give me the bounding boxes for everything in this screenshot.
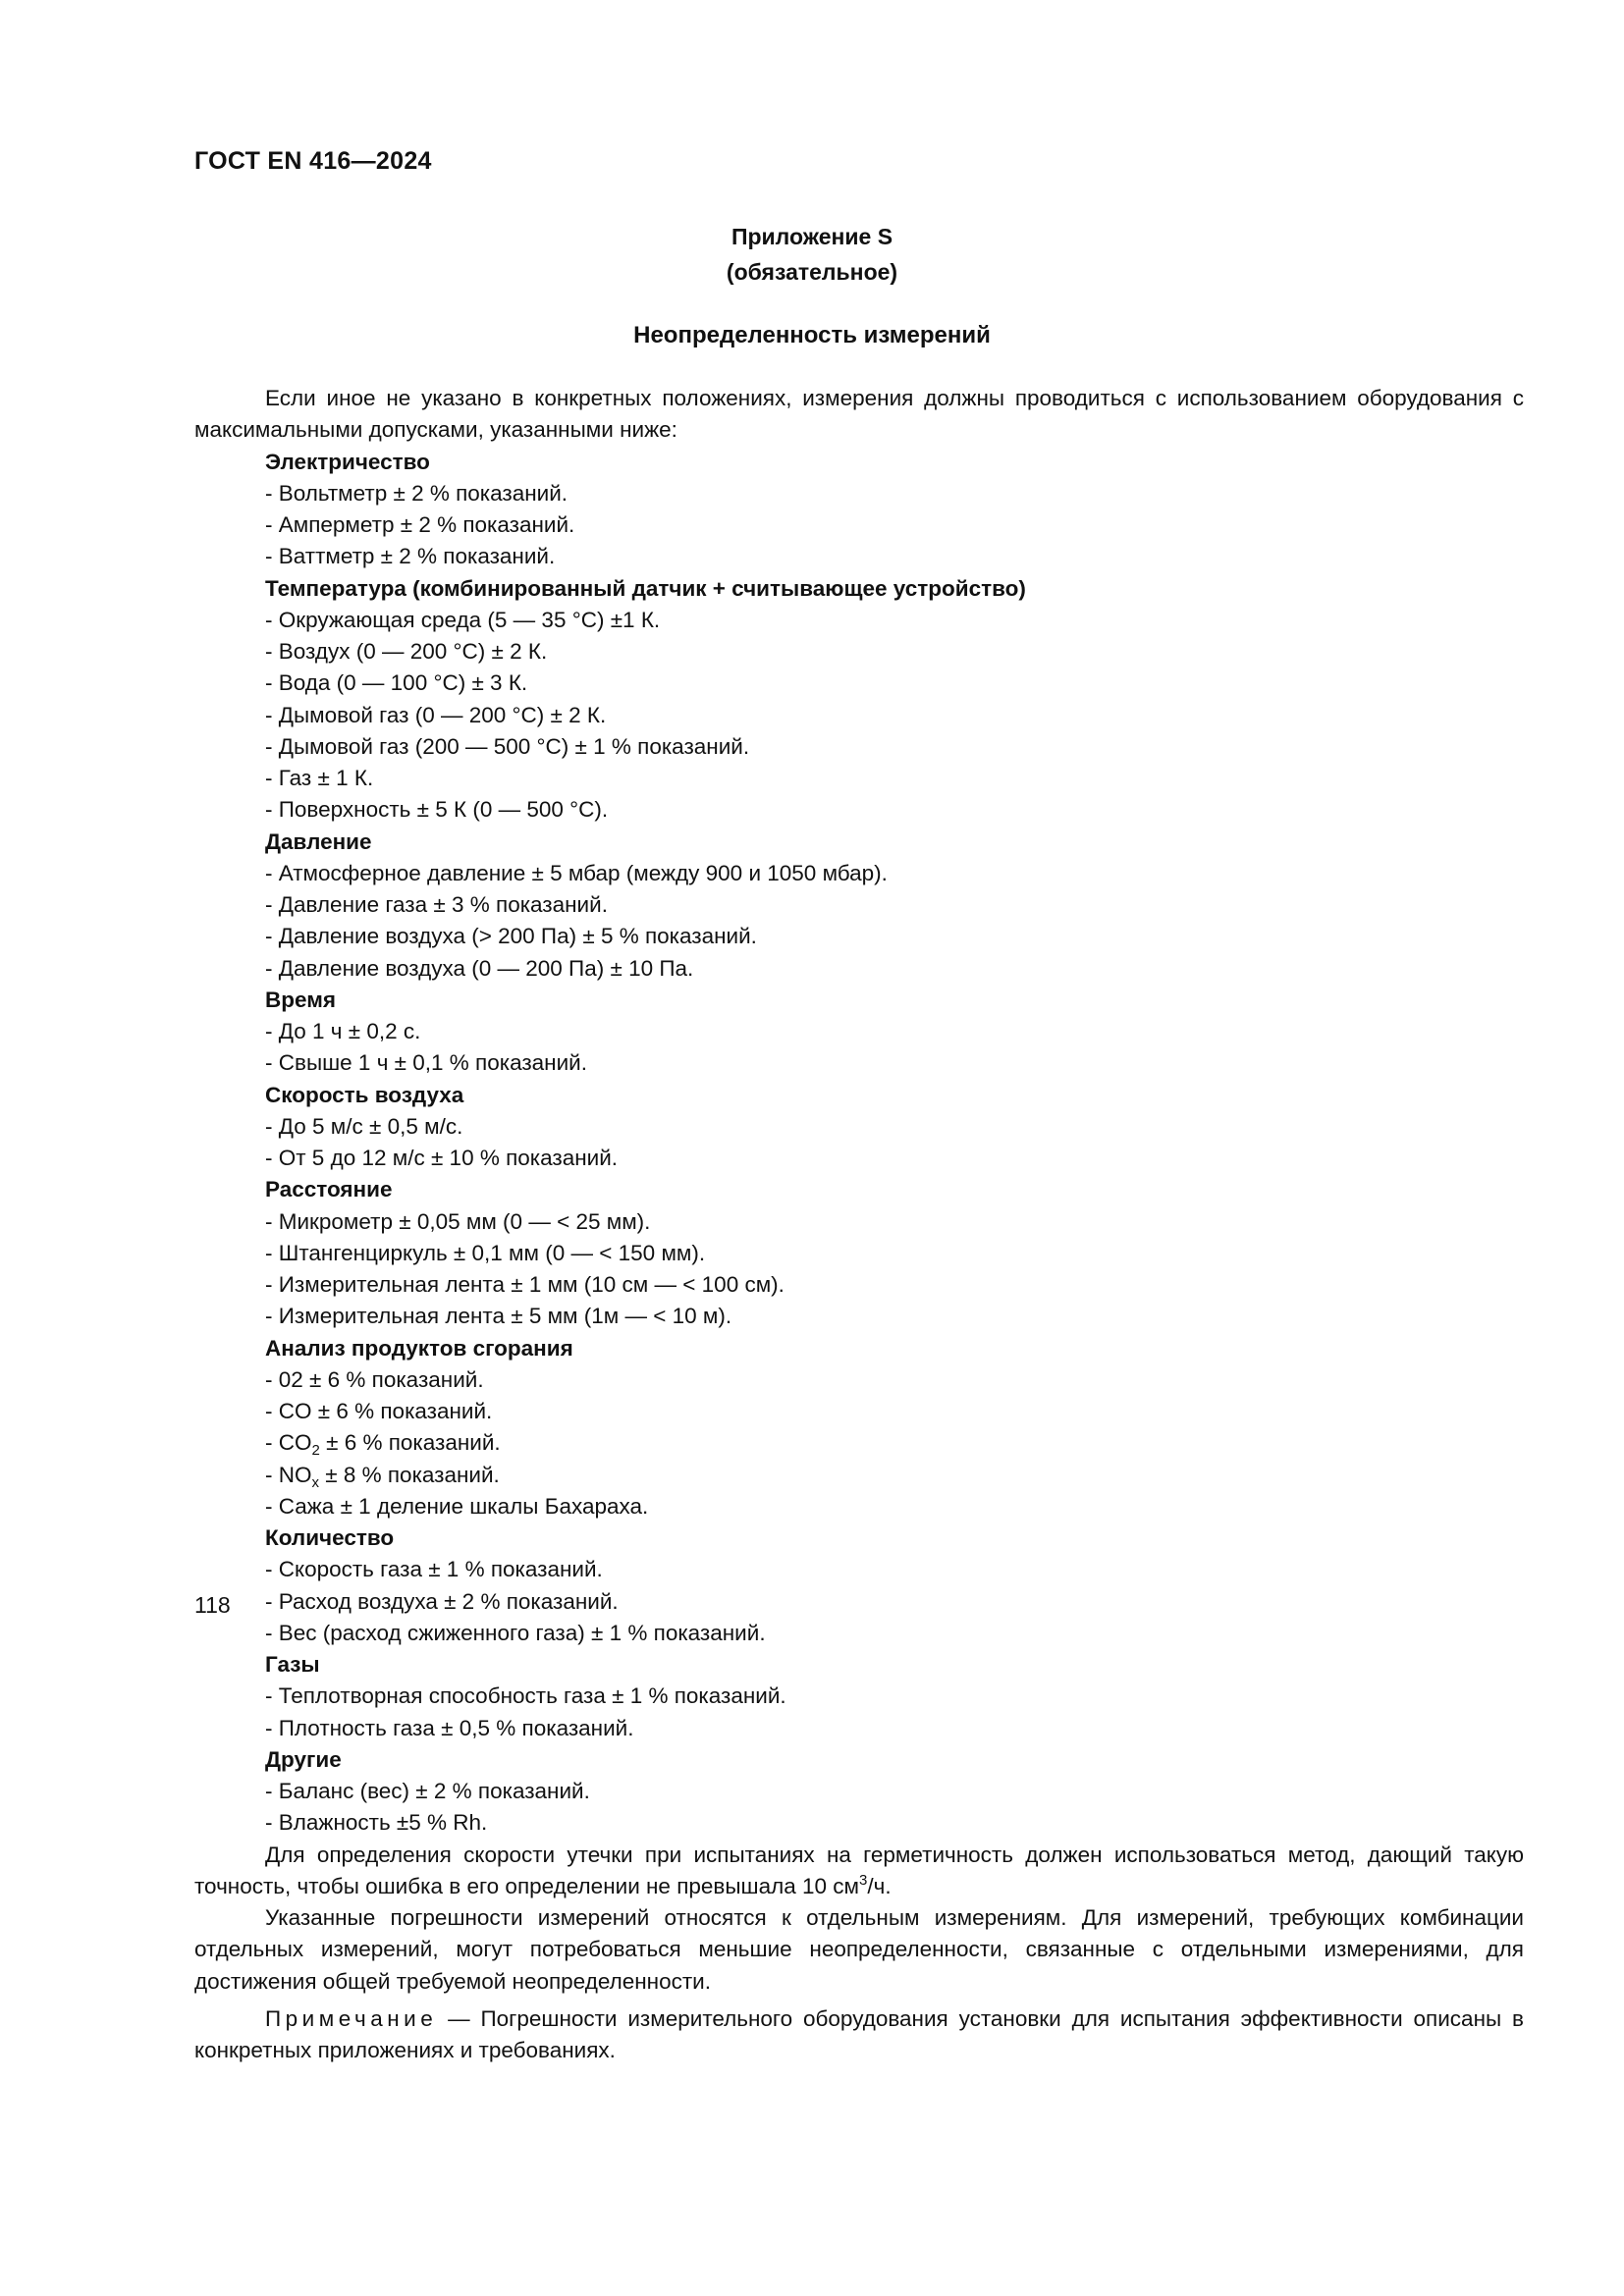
list-item: - Свыше 1 ч ± 0,1 % показаний.: [265, 1050, 587, 1076]
category-title: Электричество: [265, 449, 430, 474]
combination-paragraph: Указанные погрешности измерений относятся к отдельным измерениям. Для измерений, требующих комбинации отдельных измерений, могут потребоваться меньшие неопределенности, связанные с отдельными измерениями, для достижения общей требуемой неопределенности.: [194, 1905, 1524, 1994]
unit-tail: /ч.: [867, 1873, 892, 1898]
category-title: Анализ продуктов сгорания: [265, 1335, 573, 1361]
list-item: - До 1 ч ± 0,2 с.: [265, 1019, 421, 1043]
note-label: Примечание: [265, 2005, 438, 2031]
list-item: - Баланс (вес) ± 2 % показаний.: [265, 1779, 590, 1803]
standard-designation: ГОСТ EN 416—2024: [194, 147, 432, 175]
list-item: - Влажность ±5 % Rh.: [265, 1810, 488, 1836]
category-title: Другие: [265, 1746, 342, 1772]
list-item: - Скорость газа ± 1 % показаний.: [265, 1557, 603, 1582]
category-title: Давление: [265, 828, 372, 854]
list-item: - Давление воздуха (0 — 200 Па) ± 10 Па.: [265, 955, 694, 981]
list-item: - Окружающая среда (5 — 35 °C) ±1 К.: [265, 607, 661, 632]
list-item: - Вода (0 — 100 °C) ± 3 К.: [265, 670, 528, 696]
list-item: - От 5 до 12 м/с ± 10 % показаний.: [265, 1146, 619, 1170]
list-item: - Расход воздуха ± 2 % показаний.: [265, 1588, 619, 1614]
category-title: Температура (комбинированный датчик + считывающее устройство): [265, 575, 1026, 601]
item-text: ± 8 % показаний.: [319, 1462, 500, 1487]
leak-paragraph: [194, 1840, 1524, 1903]
list-item: - Измерительная лента ± 1 мм (10 см — < 100 см).: [265, 1272, 785, 1297]
list-item: - Измерительная лента ± 5 мм (1м — < 10 м).: [265, 1304, 732, 1329]
list-item: - Сажа ± 1 деление шкалы Бахараха.: [265, 1493, 649, 1519]
list-item: - Дымовой газ (200 — 500 °C) ± 1 % показаний.: [265, 733, 750, 759]
category-title: Время: [265, 987, 336, 1012]
item-subscript: x: [311, 1473, 319, 1491]
list-item: - Дымовой газ (0 — 200 °C) ± 2 К.: [265, 702, 607, 727]
list-item: - Газ ± 1 К.: [265, 766, 374, 790]
list-item: - Вес (расход сжиженного газа) ± 1 % показаний.: [265, 1620, 766, 1645]
item-text: - CO: [265, 1430, 312, 1456]
list-item: - Вольтметр ± 2 % показаний.: [265, 480, 568, 506]
item-text: ± 6 % показаний.: [319, 1430, 501, 1456]
category-title: Скорость воздуха: [265, 1082, 464, 1107]
list-item: [265, 1460, 1524, 1491]
list-item: - CO ± 6 % показаний.: [265, 1399, 493, 1423]
annex-kind: (обязательное): [726, 259, 898, 285]
unit-superscript: 3: [859, 1871, 868, 1889]
item-subscript: 2: [311, 1442, 320, 1460]
list-item: - Микрометр ± 0,05 мм (0 — < 25 мм).: [265, 1208, 651, 1234]
annex-heading: Неопределенность измерений: [633, 322, 991, 348]
category-title: Количество: [265, 1525, 395, 1550]
item-text: - NO: [265, 1462, 312, 1487]
list-item: - Штангенциркуль ± 0,1 мм (0 — < 150 мм).: [265, 1240, 706, 1265]
list-item: - Воздух (0 — 200 °C) ± 2 К.: [265, 639, 548, 664]
list-item: - До 5 м/с ± 0,5 м/с.: [265, 1113, 463, 1139]
list-item: - Теплотворная способность газа ± 1 % показаний.: [265, 1683, 786, 1709]
list-item: - Плотность газа ± 0,5 % показаний.: [265, 1715, 634, 1740]
list-item: - 02 ± 6 % показаний.: [265, 1366, 484, 1392]
page-number: 118: [194, 1592, 231, 1618]
leak-text: Для определения скорости утечки при испытаниях на герметичность должен использоваться метод, дающий такую точность, чтобы ошибка в его определении не превышала 10 см: [194, 1842, 1524, 1898]
annex-title: Приложение S: [731, 224, 893, 249]
note-paragraph: [194, 2003, 1524, 2067]
category-title: Расстояние: [265, 1177, 393, 1202]
list-item: - Давление воздуха (> 200 Па) ± 5 % показаний.: [265, 924, 757, 949]
list-item: [265, 1427, 1524, 1459]
list-item: - Давление газа ± 3 % показаний.: [265, 892, 608, 917]
list-item: - Ваттметр ± 2 % показаний.: [265, 544, 556, 569]
list-item: - Поверхность ± 5 К (0 — 500 °C).: [265, 797, 609, 823]
document-body: [194, 383, 1524, 2066]
list-item: - Атмосферное давление ± 5 мбар (между 900 и 1050 мбар).: [265, 860, 888, 885]
list-item: - Амперметр ± 2 % показаний.: [265, 512, 575, 537]
note-text: — Погрешности измерительного оборудования установки для испытания эффективности описаны в конкретных приложениях и требованиях.: [194, 2005, 1524, 2062]
uncertainty-list: [265, 447, 1524, 1840]
intro-paragraph: Если иное не указано в конкретных положениях, измерения должны проводиться с использованием оборудования с максимальными допусками, указанными ниже:: [194, 386, 1524, 443]
category-title: Газы: [265, 1652, 320, 1677]
